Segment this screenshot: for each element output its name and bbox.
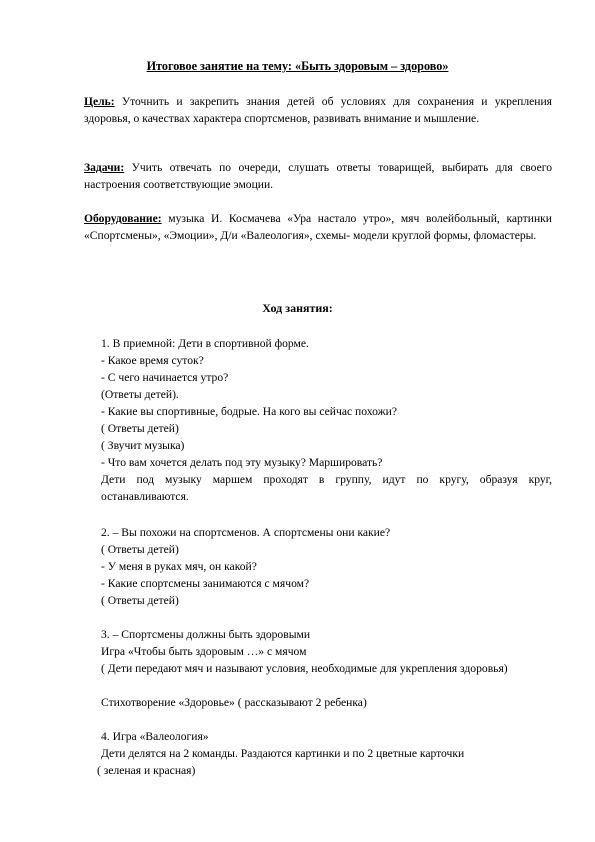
tasks-paragraph — [84, 159, 552, 193]
section1-line: ( Ответы детей) — [101, 422, 179, 435]
goal-text: Уточнить и закрепить знания детей об условиях для сохранения и укрепления здоровья, о качествах характера спортсменов, развивать внимание и мышление. — [84, 95, 552, 125]
section1-line: - С чего начинается утро? — [101, 371, 229, 384]
section1-line: - Какие вы спортивные, бодрые. На кого вы сейчас похожи? — [101, 405, 397, 418]
document-title: Итоговое занятие на тему: «Быть здоровым – здорово» — [146, 59, 449, 73]
course-heading: Ход занятия: — [262, 301, 333, 315]
section2-line: - Какие спортсмены занимаются с мячом? — [101, 577, 310, 590]
equipment-text: музыка И. Космачева «Ура настало утро», мяч волейбольный, картинки «Спортсмены», «Эмоции», Д/и «Валеология», схемы- модели круглой формы, фломастеры. — [84, 212, 552, 242]
section1-closing: Дети под музыку маршем проходят в группу, идут по кругу, образуя круг, останавливаются. — [101, 473, 552, 503]
equipment-label: Оборудование: — [84, 212, 162, 225]
section3-note: ( Дети передают мяч и называют условия, необходимые для укрепления здоровья) — [101, 662, 508, 675]
section4-line: ( зеленая и красная) — [97, 764, 196, 777]
section1-line: ( Звучит музыка) — [101, 439, 185, 452]
section4-title: 4. Игра «Валеология» — [101, 730, 209, 743]
tasks-label: Задачи: — [84, 161, 125, 174]
section3-poem: Стихотворение «Здоровье» ( рассказывают 2 ребенка) — [101, 696, 367, 709]
section2-line: ( Ответы детей) — [101, 594, 179, 607]
equipment-paragraph — [84, 210, 552, 244]
goal-label: Цель: — [84, 95, 115, 108]
tasks-text: Учить отвечать по очереди, слушать ответы товарищей, выбирать для своего настроения соответствующие эмоции. — [84, 161, 552, 191]
section1-line: - Что вам хочется делать под эту музыку? Маршировать? — [101, 456, 383, 469]
section1-line: (Ответы детей). — [101, 388, 179, 401]
section4-line: Дети делятся на 2 команды. Раздаются картинки и по 2 цветные карточки — [101, 747, 465, 760]
section1-line: - Какое время суток? — [101, 354, 204, 367]
section2-title: 2. – Вы похожи на спортсменов. А спортсмены они какие? — [101, 526, 391, 539]
section2-line: ( Ответы детей) — [101, 543, 179, 556]
goal-paragraph — [84, 93, 552, 127]
section1-title: 1. В приемной: Дети в спортивной форме. — [101, 337, 309, 350]
section2-line: - У меня в руках мяч, он какой? — [101, 560, 257, 573]
section3-game: Игра «Чтобы быть здоровым …» с мячом — [101, 645, 307, 658]
section3-title: 3. – Спортсмены должны быть здоровыми — [101, 628, 311, 641]
